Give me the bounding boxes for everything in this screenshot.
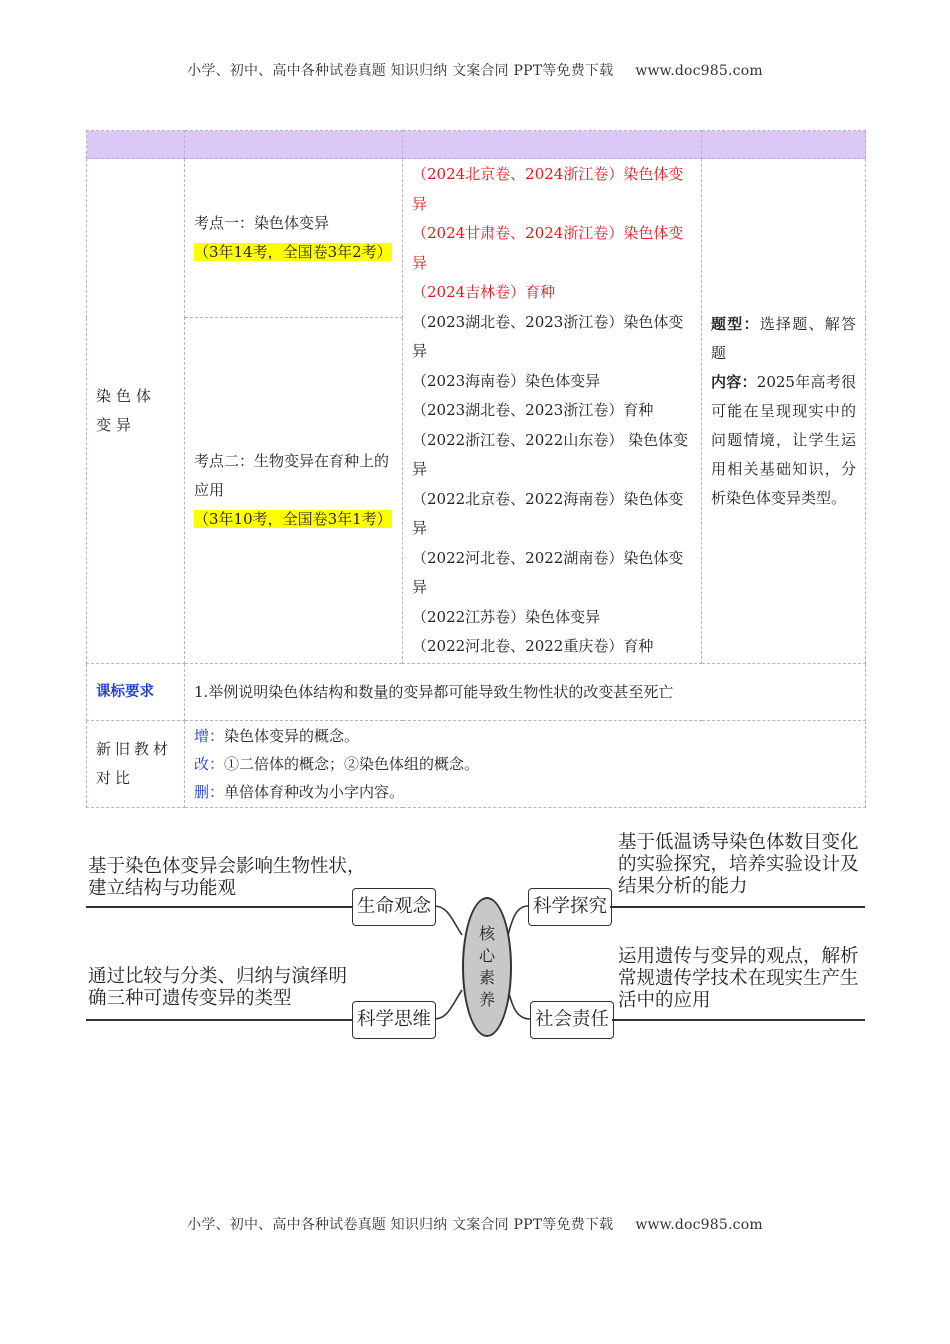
social-text: 运用遗传与变异的观点，解析常规遗传学技术在现实生产生活中的应用: [618, 946, 859, 1011]
connector-life: [434, 906, 462, 935]
exam-item: （2022浙江卷、2022山东卷） 染色体变异: [412, 430, 689, 478]
connector-inquiry: [508, 906, 528, 935]
thinking-box: 科学思维: [352, 1001, 436, 1039]
center-char: 素: [478, 968, 495, 987]
thinking-text: 通过比较与分类、归纳与演绎明确三种可遗传变异的类型: [88, 966, 348, 1009]
inquiry-text: 基于低温诱导染色体数目变化的实验探究，培养实验设计及结果分析的能力: [618, 832, 859, 897]
exam-item: （2023湖北卷、2023浙江卷）染色体变异: [412, 312, 684, 360]
exam-item: （2022江苏卷）染色体变异: [412, 607, 601, 626]
compare-tag-change: 改：: [194, 755, 225, 773]
life-text: 基于染色体变异会影响生物性状，建立结构与功能观: [88, 856, 366, 899]
compare-label: 新旧教材对比: [87, 721, 185, 808]
life-box: 生命观念: [352, 888, 436, 926]
connector-social: [508, 990, 530, 1019]
type-value: 选择题、解答题: [711, 314, 856, 362]
footer-site[interactable]: www.doc985.com: [635, 1217, 763, 1233]
inquiry-line: [610, 906, 865, 908]
compare-text-delete: 单倍体育种改为小字内容。: [224, 783, 405, 801]
header-site[interactable]: www.doc985.com: [635, 63, 763, 79]
core-literacy-oval: [462, 897, 512, 1037]
standard-label: 课标要求: [87, 664, 185, 721]
point2-stat: （3年10考，全国卷3年1考）: [194, 510, 392, 528]
life-line: [86, 906, 352, 908]
exam-item-red: （2024吉林卷）育种: [412, 283, 556, 301]
point1-stat: （3年14考，全国卷3年2考）: [194, 243, 392, 261]
type-label: 题型：: [711, 314, 760, 333]
inquiry-box: 科学探究: [528, 888, 612, 926]
center-char: 核: [478, 924, 495, 943]
content-label: 内容：: [711, 372, 757, 391]
topic-label: 染色体变异: [87, 159, 185, 664]
standard-text: 1.举例说明染色体结构和数量的变异都可能导致生物性状的改变甚至死亡: [185, 664, 866, 721]
exam-item: （2022北京卷、2022海南卷）染色体变异: [412, 489, 684, 537]
social-line: [612, 1019, 865, 1021]
compare-tag-add: 增：: [194, 727, 225, 745]
center-char: 心: [478, 946, 495, 965]
social-box: 社会责任: [530, 1001, 614, 1039]
point1-title: 考点一：染色体变异: [194, 214, 330, 232]
exam-item: （2023海南卷）染色体变异: [412, 371, 601, 390]
exam-item: （2022河北卷、2022重庆卷）育种: [412, 637, 654, 655]
footer-text: 小学、初中、高中各种试卷真题 知识归纳 文案合同 PPT等免费下载: [187, 1217, 614, 1233]
center-char: 养: [478, 990, 495, 1009]
compare-text-change: ①二倍体的概念；②染色体组的概念。: [224, 755, 480, 773]
compare-tag-delete: 删：: [194, 783, 225, 801]
exam-item-red: （2024甘肃卷、2024浙江卷）染色体变异: [412, 224, 684, 272]
compare-text-add: 染色体变异的概念。: [224, 727, 360, 745]
exam-item: （2022河北卷、2022湖南卷）染色体变异: [412, 548, 684, 596]
content-value: 2025年高考很可能在呈现现实中的问题情境，让学生运用相关基础知识，分析染色体变异类型。: [711, 372, 856, 507]
exam-item-red: （2024北京卷、2024浙江卷）染色体变异: [412, 165, 684, 213]
thinking-line: [86, 1019, 354, 1021]
exam-item: （2023湖北卷、2023浙江卷）育种: [412, 401, 654, 419]
header-text: 小学、初中、高中各种试卷真题 知识归纳 文案合同 PPT等免费下载: [187, 63, 614, 79]
connector-thinking: [434, 990, 462, 1019]
page-footer: [0, 1214, 950, 1234]
point2-title: 考点二：生物变异在育种上的应用: [194, 452, 390, 499]
